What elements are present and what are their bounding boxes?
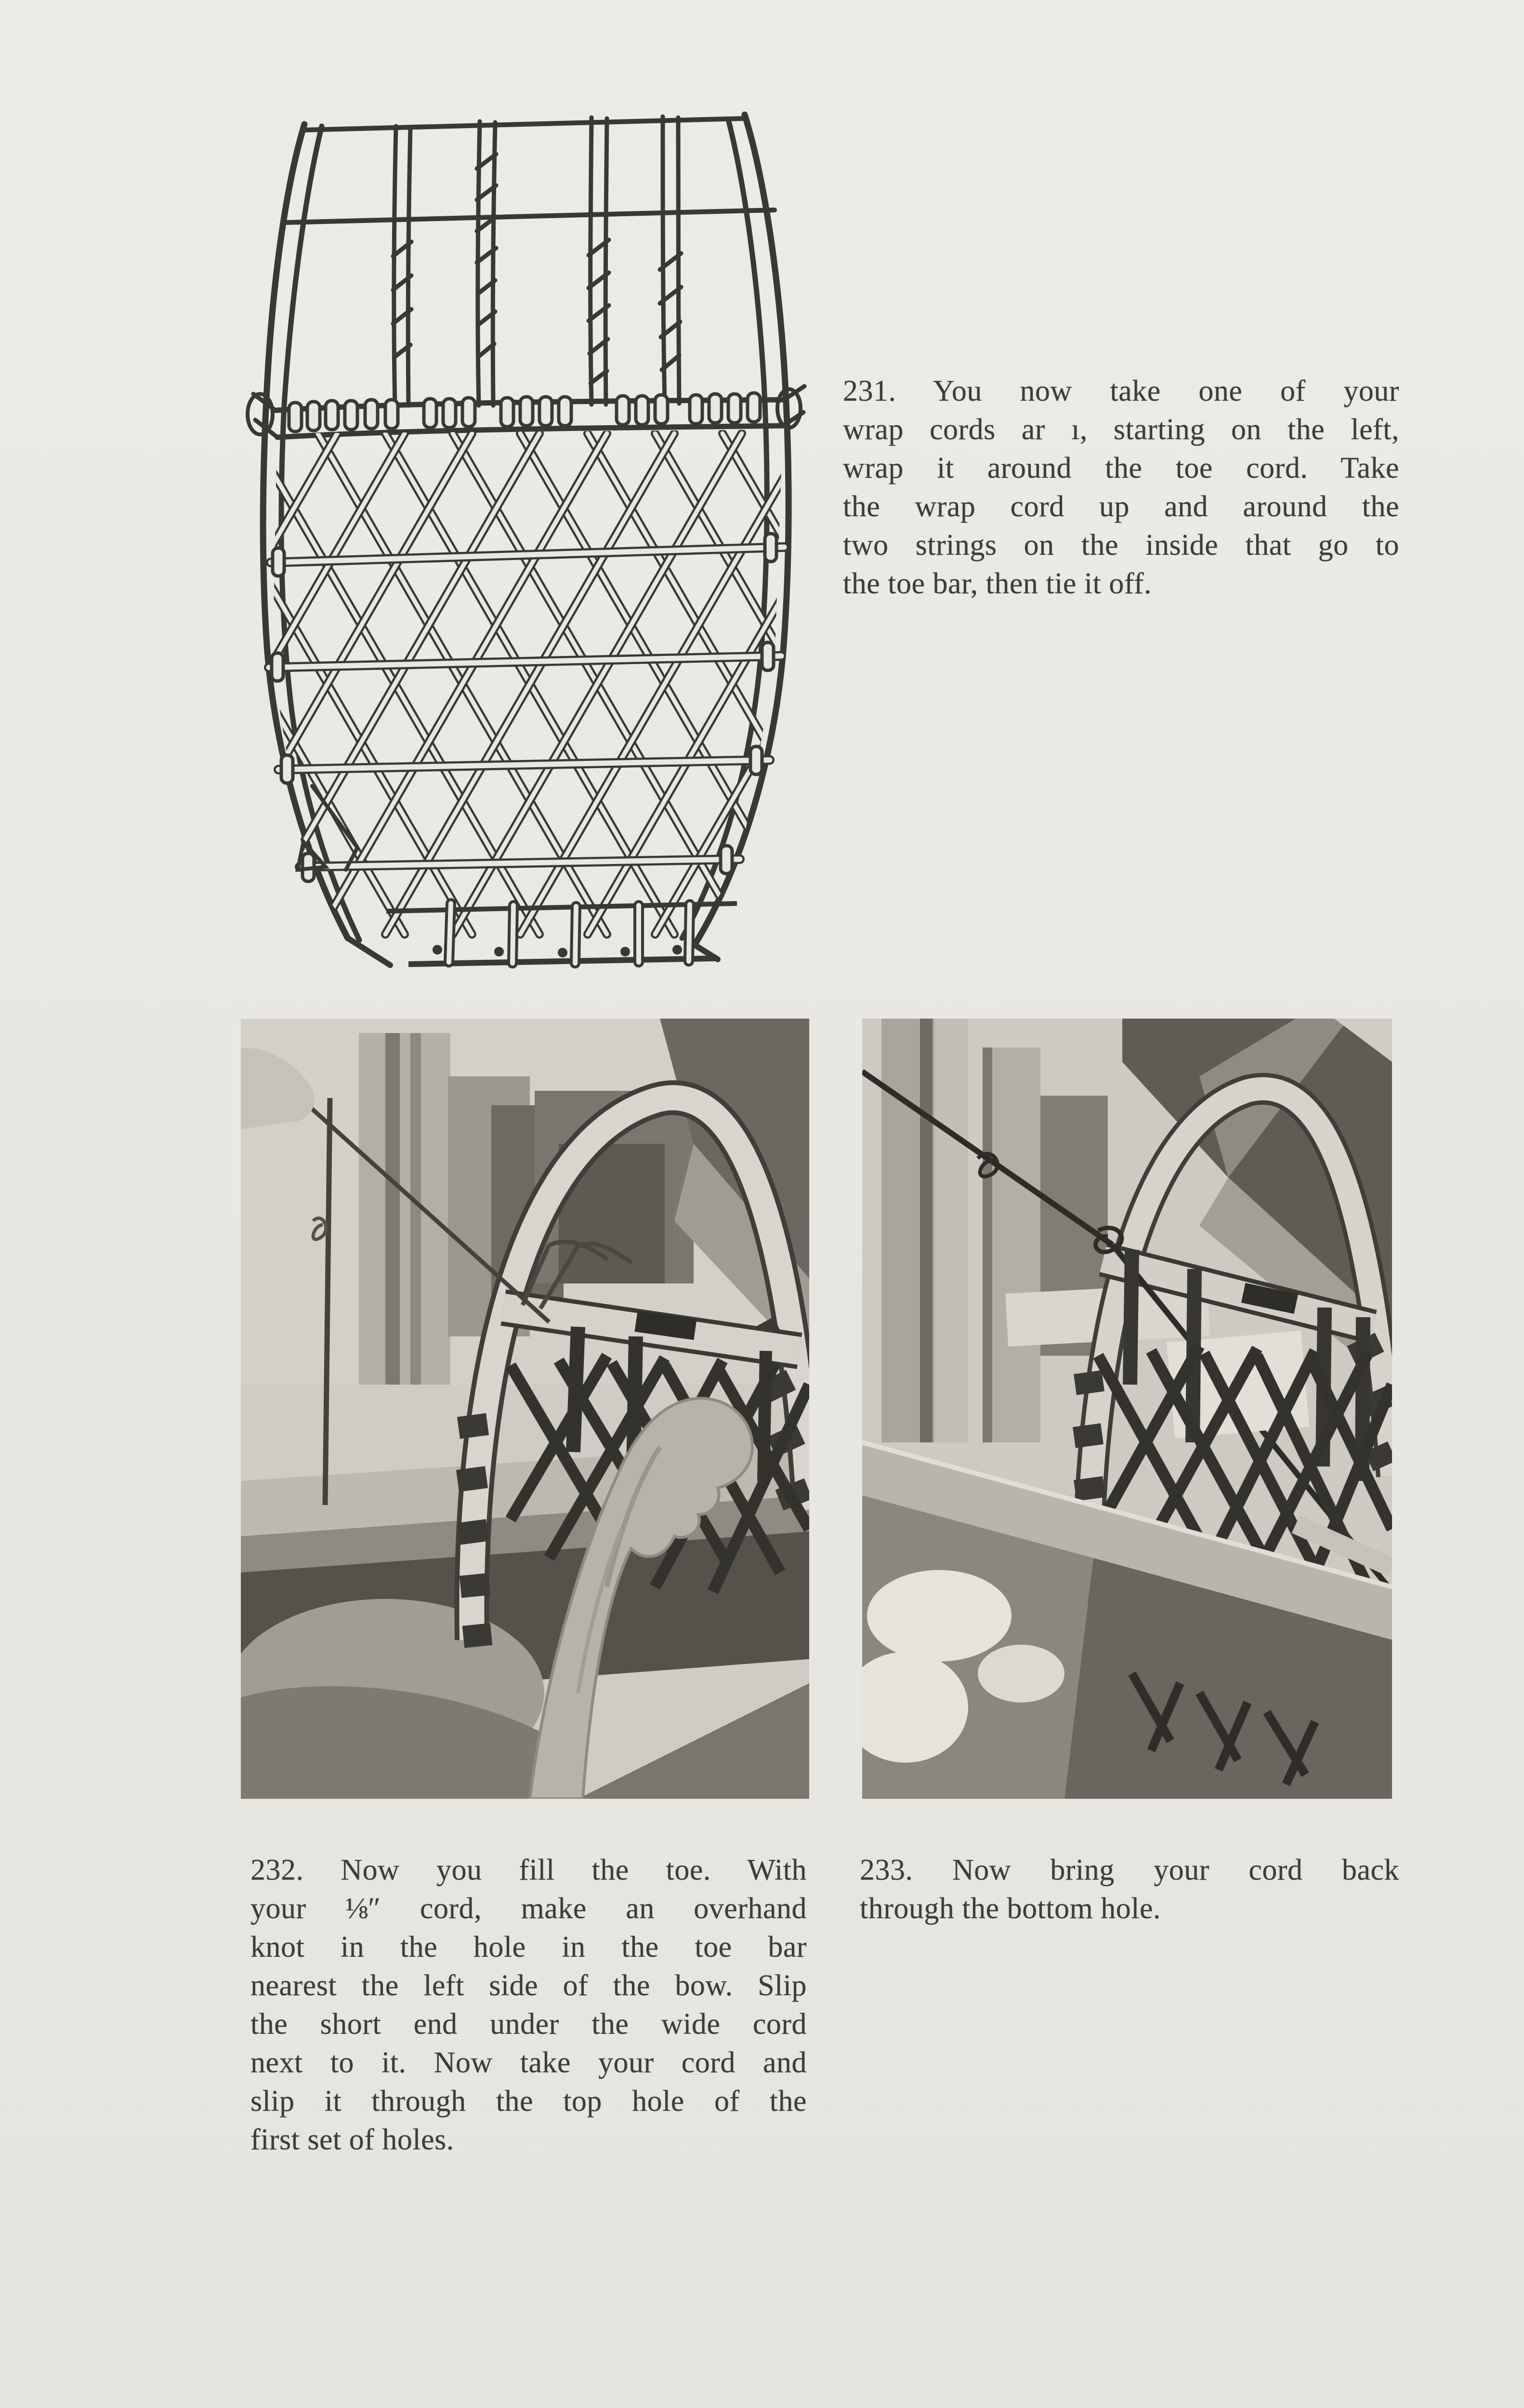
text-line: knot in the hole in the toe bar xyxy=(250,1931,807,1963)
text-line: wrap cords ar ı, starting on the left, xyxy=(843,413,1399,446)
wrap-cords xyxy=(393,117,681,406)
text-line: first set of holes. xyxy=(250,2123,454,2156)
snowshoe-lacing-drawing xyxy=(231,96,819,978)
photo-cord-through-bottom-hole xyxy=(862,1019,1392,1799)
photo-filling-the-toe xyxy=(241,1019,809,1799)
text-line: 231. You now take one of your xyxy=(843,375,1399,407)
caption-232 xyxy=(250,1851,807,2159)
text-line: the toe bar, then tie it off. xyxy=(843,567,1152,600)
text-line: two strings on the inside that go to xyxy=(843,529,1399,562)
text-line: wrap it around the toe cord. Take xyxy=(843,452,1399,484)
toe-cord xyxy=(248,386,804,437)
caption-233 xyxy=(860,1851,1399,1928)
text-line: next to it. Now take your cord and xyxy=(250,2046,807,2079)
paragraph-231 xyxy=(843,372,1399,603)
text-line: the short end under the wide cord xyxy=(250,2008,807,2041)
text-line: 233. Now bring your cord back xyxy=(860,1854,1399,1886)
text-line: the wrap cord up and around the xyxy=(843,490,1399,523)
text-line: through the bottom hole. xyxy=(860,1892,1161,1925)
bottom-bar xyxy=(386,903,737,964)
text-line: slip it through the top hole of the xyxy=(250,2085,807,2118)
text-line: 232. Now you fill the toe. With xyxy=(250,1854,807,1886)
text-line: your ⅛″ cord, make an overhand xyxy=(250,1892,807,1925)
text-line: nearest the left side of the bow. Slip xyxy=(250,1969,807,2002)
